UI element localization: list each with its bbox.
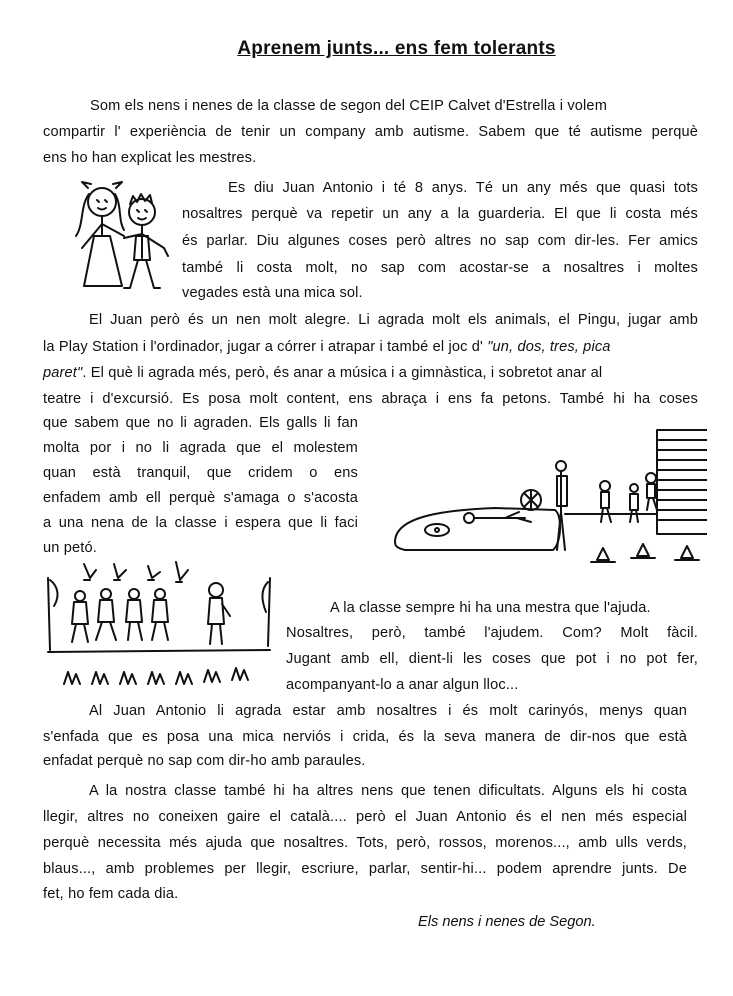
- text-line: blaus..., amb problemes per llegir, escriure, parlar, sentir-hi... podem aprendre junts. De: [43, 861, 687, 877]
- text-line: quan està tranquil, que cridem o ens: [43, 465, 358, 481]
- text-line: ens ho han explicat les mestres.: [43, 150, 257, 166]
- text-line: Al Juan Antonio li agrada estar amb nosaltres i és molt carinyós, menys quan: [89, 703, 687, 719]
- text-line: llegir, altres no coneixen gaire el català.... però el Juan Antonio és el nen més especial: [43, 809, 687, 825]
- text-line: s'enfada que es posa una mica nerviós i crida, és la seva manera de dir-nos que està: [43, 729, 687, 745]
- text-line: teatre i d'excursió. Es posa molt content, ens abraça i ens fa petons. També hi ha coses: [43, 391, 698, 407]
- text-span: la Play Station i l'ordinador, jugar a córrer i atrapar i també el joc d': [43, 339, 483, 355]
- text-line: acompanyant-lo a anar algun lloc...: [286, 677, 519, 693]
- text-line: enfadem amb ell perquè s'amaga o s'acosta: [43, 490, 358, 506]
- signature: Els nens i nenes de Segon.: [418, 914, 596, 930]
- text-span: . El què li agrada més, però, és anar a música i a gimnàstica, i sobretot anar al: [82, 365, 603, 381]
- text-line: compartir l' experiència de tenir un company amb autisme. Sabem que té autisme perquè: [43, 124, 698, 140]
- text-line: A la classe sempre hi ha una mestra que l'ajuda.: [330, 600, 651, 616]
- text-line: Es diu Juan Antonio i té 8 anys. Té un any més que quasi tots: [228, 180, 698, 196]
- text-line: perquè necessita més ajuda que nosaltres. Tots, però, rossos, morenos..., amb ulls verds,: [43, 835, 687, 851]
- theatre-stage-drawing: [44, 560, 276, 692]
- text-line: nosaltres perquè va repetir un any a la guarderia. El que li costa més: [182, 206, 698, 222]
- text-line: El Juan però és un nen molt alegre. Li agrada molt els animals, el Pingu, jugar amb: [89, 312, 698, 328]
- quoted-game-name: paret": [43, 365, 83, 381]
- two-children-drawing: [62, 176, 174, 294]
- gym-class-drawing: [385, 426, 707, 578]
- text-line: fet, ho fem cada dia.: [43, 886, 179, 902]
- quoted-game-name: "un, dos, tres, pica: [487, 339, 611, 355]
- document-title: Aprenem junts... ens fem tolerants: [237, 38, 556, 59]
- text-line: és parlar. Diu algunes coses però altres no sap com dir-les. Fer amics: [182, 233, 698, 249]
- text-line: vegades està una mica sol.: [182, 285, 363, 301]
- text-line: molta por i no li agrada que el molestem: [43, 440, 358, 456]
- text-line: un petó.: [43, 540, 97, 556]
- text-line: [43, 337, 698, 357]
- text-line: Nosaltres, però, també l'ajudem. Com? Molt fàcil.: [286, 625, 698, 641]
- text-line: [43, 363, 698, 383]
- text-line: a una nena de la classe i espera que li faci: [43, 515, 358, 531]
- text-line: Jugant amb ell, dient-li les coses que pot i no pot fer,: [286, 651, 698, 667]
- text-line: A la nostra classe també hi ha altres nens que tenen dificultats. Alguns els hi costa: [89, 783, 687, 799]
- text-line: enfadat perquè no sap com dir-ho amb paraules.: [43, 753, 366, 769]
- text-line: Som els nens i nenes de la classe de segon del CEIP Calvet d'Estrella i volem: [90, 98, 608, 114]
- text-line: també li costa molt, no sap com acostar-se a nosaltres i moltes: [182, 260, 698, 276]
- text-line: que sabem que no li agraden. Els galls li fan: [43, 415, 358, 431]
